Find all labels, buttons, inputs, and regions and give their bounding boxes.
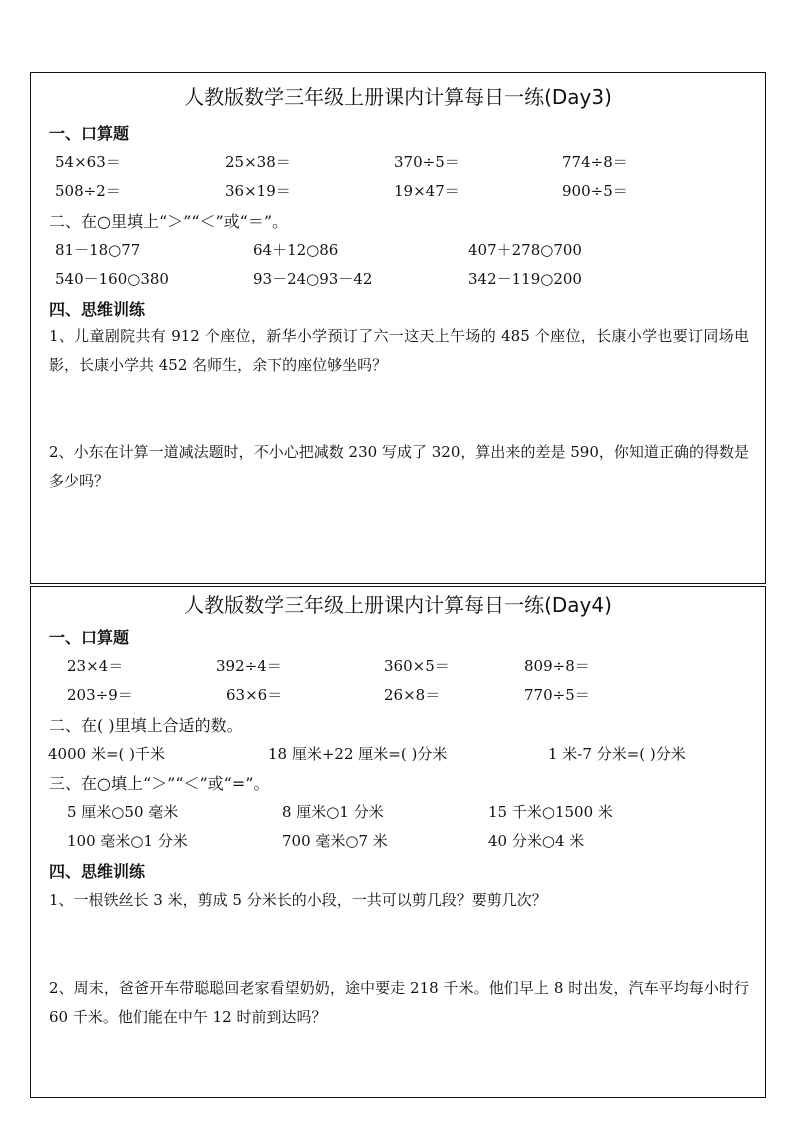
compare-item: 81－18○77 [55, 241, 141, 259]
compare-item: 15 千米○1500 米 [488, 803, 613, 821]
worksheet-title: 人教版数学三年级上册课内计算每日一练(Day3) [184, 85, 612, 109]
oral-calc-item: 392÷4＝ [216, 657, 282, 675]
compare-item: 8 厘米○1 分米 [282, 803, 384, 821]
word-problem: 2、周末，爸爸开车带聪聪回老家看望奶奶，途中要走 218 千米。他们早上 8 时出发，汽车平均每小时行 60 千米。他们能在中午 12 时前到达吗？ [49, 979, 749, 1026]
word-problem: 1、儿童剧院共有 912 个座位，新华小学预订了六一这天上午场的 485 个座位，长康小学也要订同场电影，长康小学共 452 名师生，余下的座位够坐吗？ [49, 327, 749, 374]
fill-blank-item: 18 厘米+22 厘米=( )分米 [268, 745, 448, 763]
worksheet-title: 人教版数学三年级上册课内计算每日一练(Day4) [184, 593, 612, 617]
fill-blank-item: 4000 米=( )千米 [48, 745, 165, 763]
section-heading-fill-blank: 二、在( )里填上合适的数。 [49, 716, 243, 735]
compare-item: 342－119○200 [468, 270, 582, 288]
oral-calc-item: 54×63＝ [55, 153, 121, 171]
compare-item: 540－160○380 [55, 270, 169, 288]
compare-item: 407＋278○700 [468, 241, 582, 259]
section-heading-compare: 二、在○里填上“＞”“＜”或“＝”。 [49, 212, 289, 231]
word-problem: 2、小东在计算一道减法题时，不小心把减数 230 写成了 320，算出来的差是 590，你知道正确的得数是多少吗？ [49, 443, 749, 490]
section-heading-compare: 三、在○填上“＞”“＜”或“=”。 [49, 774, 270, 793]
section-heading-oral-calc: 一、口算题 [49, 628, 130, 647]
compare-item: 93－24○93－42 [253, 270, 373, 288]
oral-calc-item: 23×4＝ [67, 657, 124, 675]
worksheet-day3 [30, 72, 766, 584]
oral-calc-item: 36×19＝ [225, 182, 291, 200]
oral-calc-item: 360×5＝ [384, 657, 450, 675]
section-heading-thinking: 四、思维训练 [49, 862, 146, 881]
oral-calc-item: 370÷5＝ [394, 153, 460, 171]
fill-blank-item: 1 米-7 分米=( )分米 [548, 745, 686, 763]
compare-item: 64＋12○86 [253, 241, 339, 259]
compare-item: 5 厘米○50 毫米 [67, 803, 179, 821]
compare-item: 700 毫米○7 米 [282, 832, 388, 850]
word-problem: 1、一根铁丝长 3 米，剪成 5 分米长的小段，一共可以剪几段？要剪几次？ [49, 891, 547, 909]
oral-calc-item: 508÷2＝ [55, 182, 121, 200]
oral-calc-item: 770÷5＝ [524, 686, 590, 704]
oral-calc-item: 25×38＝ [225, 153, 291, 171]
section-heading-oral-calc: 一、口算题 [49, 124, 130, 143]
oral-calc-item: 63×6＝ [226, 686, 283, 704]
oral-calc-item: 19×47＝ [394, 182, 460, 200]
oral-calc-item: 900÷5＝ [562, 182, 628, 200]
oral-calc-item: 203÷9＝ [67, 686, 133, 704]
worksheet-day4 [30, 586, 766, 1098]
section-heading-thinking: 四、思维训练 [49, 300, 146, 319]
oral-calc-item: 26×8＝ [384, 686, 441, 704]
oral-calc-item: 809÷8＝ [524, 657, 590, 675]
compare-item: 100 毫米○1 分米 [67, 832, 188, 850]
compare-item: 40 分米○4 米 [488, 832, 585, 850]
oral-calc-item: 774÷8＝ [562, 153, 628, 171]
